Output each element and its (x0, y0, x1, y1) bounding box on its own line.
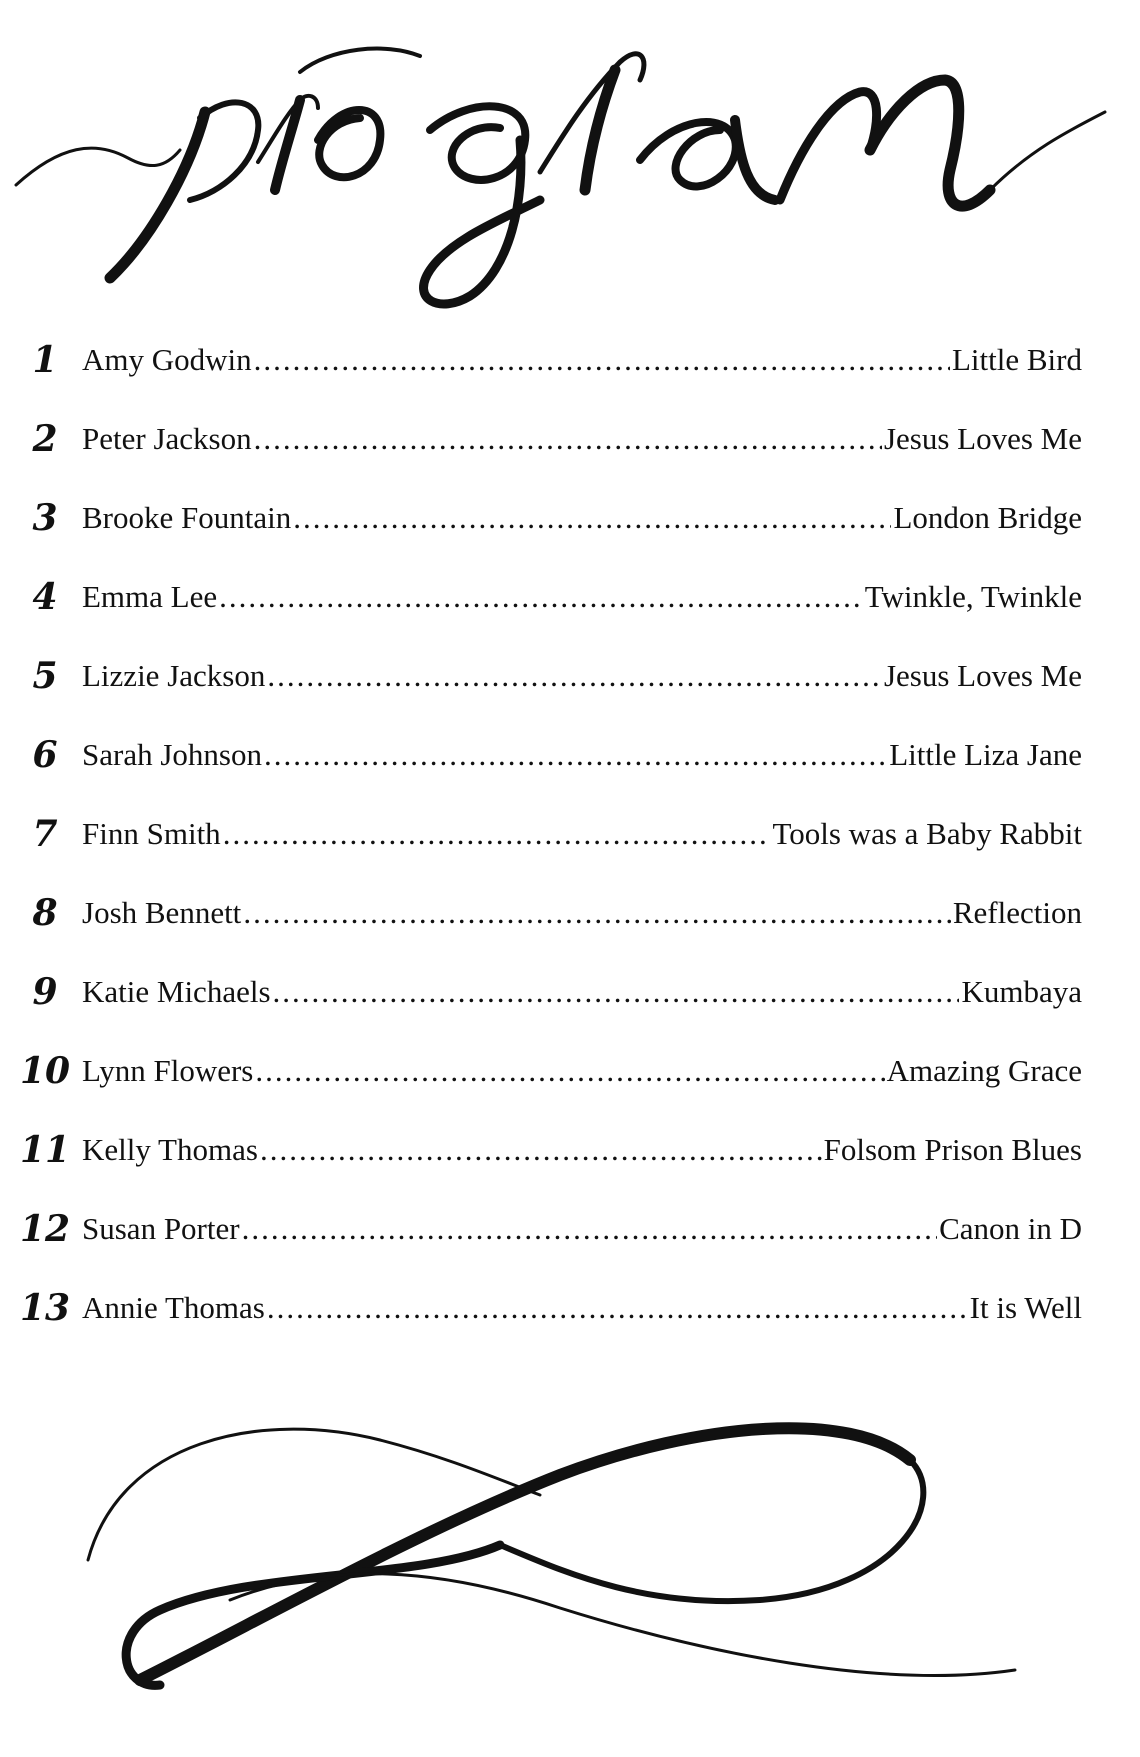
row-line (82, 1278, 1082, 1338)
row-number: 6 (32, 734, 58, 776)
row-number: 11 (19, 1129, 71, 1171)
program-row (0, 962, 1140, 1022)
performer-name: Emma Lee (82, 579, 218, 614)
song-title: Jesus Loves Me (883, 658, 1082, 693)
dot-leader (293, 488, 891, 548)
performer-name: Susan Porter (82, 1211, 240, 1246)
song-title: Reflection (952, 895, 1082, 930)
song-title: Jesus Loves Me (883, 421, 1082, 456)
dot-leader (273, 962, 960, 1022)
dot-leader (223, 804, 771, 864)
row-line (82, 488, 1082, 548)
row-line (82, 330, 1082, 390)
infinity-flourish-icon (0, 1400, 1140, 1720)
dot-leader (242, 1199, 937, 1259)
song-title: London Bridge (893, 500, 1082, 535)
row-number: 3 (32, 497, 58, 539)
row-line (82, 962, 1082, 1022)
program-row (0, 1120, 1140, 1180)
row-line (82, 567, 1082, 627)
song-title: Amazing Grace (886, 1053, 1082, 1088)
row-line (82, 725, 1082, 785)
row-number: 9 (32, 971, 58, 1013)
song-title: Little Bird (951, 342, 1082, 377)
song-title: Little Liza Jane (889, 737, 1082, 772)
song-title: It is Well (969, 1290, 1082, 1325)
row-line (82, 1120, 1082, 1180)
dot-leader (264, 725, 887, 785)
row-number: 2 (32, 418, 58, 460)
dot-leader (254, 330, 950, 390)
program-title-lettering (0, 0, 1140, 340)
dot-leader (254, 409, 882, 469)
performer-name: Josh Bennett (82, 895, 242, 930)
performer-name: Amy Godwin (82, 342, 252, 377)
dot-leader (255, 1041, 884, 1101)
program-row (0, 488, 1140, 548)
song-title: Kumbaya (961, 974, 1082, 1009)
row-line (82, 409, 1082, 469)
performer-name: Finn Smith (82, 816, 221, 851)
program-row (0, 1041, 1140, 1101)
performer-name: Peter Jackson (82, 421, 252, 456)
row-number: 1 (32, 339, 58, 381)
row-number: 7 (32, 813, 58, 855)
performer-name: Sarah Johnson (82, 737, 262, 772)
performer-name: Brooke Fountain (82, 500, 292, 535)
performer-name: Kelly Thomas (82, 1132, 258, 1167)
program-row (0, 804, 1140, 864)
dot-leader (260, 1120, 822, 1180)
row-line (82, 1199, 1082, 1259)
program-row (0, 567, 1140, 627)
performer-name: Lynn Flowers (82, 1053, 254, 1088)
song-title: Canon in D (939, 1211, 1082, 1246)
row-number: 5 (32, 655, 58, 697)
performer-name: Katie Michaels (82, 974, 271, 1009)
program-row (0, 646, 1140, 706)
row-number: 4 (32, 576, 58, 618)
row-line (82, 883, 1082, 943)
program-row (0, 883, 1140, 943)
dot-leader (219, 567, 863, 627)
program-row (0, 725, 1140, 785)
program-row (0, 1278, 1140, 1338)
song-title: Folsom Prison Blues (823, 1132, 1082, 1167)
row-number: 10 (19, 1050, 71, 1092)
row-number: 13 (19, 1287, 71, 1329)
performer-name: Lizzie Jackson (82, 658, 266, 693)
program-row (0, 1199, 1140, 1259)
row-line (82, 1041, 1082, 1101)
dot-leader (267, 646, 882, 706)
performer-name: Annie Thomas (82, 1290, 265, 1325)
dot-leader (267, 1278, 968, 1338)
song-title: Twinkle, Twinkle (864, 579, 1082, 614)
dot-leader (243, 883, 951, 943)
song-title: Tools was a Baby Rabbit (772, 816, 1082, 851)
program-row (0, 409, 1140, 469)
program-row (0, 330, 1140, 390)
row-line (82, 804, 1082, 864)
row-line (82, 646, 1082, 706)
row-number: 12 (19, 1208, 71, 1250)
row-number: 8 (32, 892, 58, 934)
